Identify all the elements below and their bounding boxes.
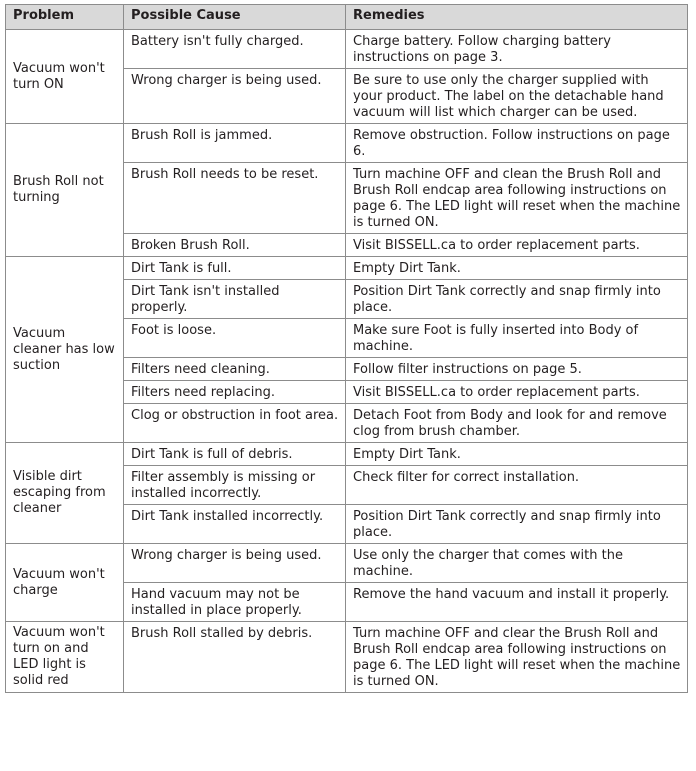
table-row bbox=[6, 30, 688, 69]
remedy-cell: Turn machine OFF and clear the Brush Roll and Brush Roll endcap area following instructions on page 6. The LED light will reset when the machine is turned ON. bbox=[346, 622, 688, 693]
remedy-cell: Detach Foot from Body and look for and remove clog from brush chamber. bbox=[346, 404, 688, 443]
cause-cell: Wrong charger is being used. bbox=[124, 69, 346, 124]
cause-cell: Clog or obstruction in foot area. bbox=[124, 404, 346, 443]
remedy-cell: Use only the charger that comes with the machine. bbox=[346, 544, 688, 583]
cause-cell: Filter assembly is missing or installed incorrectly. bbox=[124, 466, 346, 505]
cause-cell: Broken Brush Roll. bbox=[124, 234, 346, 257]
cause-cell: Dirt Tank isn't installed properly. bbox=[124, 280, 346, 319]
problem-cell: Vacuum won't turn on and LED light is solid red bbox=[6, 622, 124, 693]
remedy-cell: Charge battery. Follow charging battery instructions on page 3. bbox=[346, 30, 688, 69]
remedy-cell: Empty Dirt Tank. bbox=[346, 443, 688, 466]
cause-cell: Filters need cleaning. bbox=[124, 358, 346, 381]
problem-cell: Visible dirt escaping from cleaner bbox=[6, 443, 124, 544]
header-possible-cause: Possible Cause bbox=[124, 5, 346, 30]
problem-cell: Brush Roll not turning bbox=[6, 124, 124, 257]
table-row bbox=[6, 124, 688, 163]
cause-cell: Battery isn't fully charged. bbox=[124, 30, 346, 69]
problem-cell: Vacuum won't charge bbox=[6, 544, 124, 622]
remedy-cell: Check filter for correct installation. bbox=[346, 466, 688, 505]
header-remedies: Remedies bbox=[346, 5, 688, 30]
remedy-cell: Turn machine OFF and clean the Brush Roll and Brush Roll endcap area following instructions on page 6. The LED light will reset when the machine is turned ON. bbox=[346, 163, 688, 234]
remedy-cell: Position Dirt Tank correctly and snap firmly into place. bbox=[346, 280, 688, 319]
table-row bbox=[6, 622, 688, 693]
cause-cell: Filters need replacing. bbox=[124, 381, 346, 404]
remedy-cell: Follow filter instructions on page 5. bbox=[346, 358, 688, 381]
table-row bbox=[6, 443, 688, 466]
remedy-cell: Make sure Foot is fully inserted into Body of machine. bbox=[346, 319, 688, 358]
problem-cell: Vacuum won't turn ON bbox=[6, 30, 124, 124]
header-row bbox=[6, 5, 688, 30]
cause-cell: Hand vacuum may not be installed in place properly. bbox=[124, 583, 346, 622]
remedy-cell: Be sure to use only the charger supplied with your product. The label on the detachable hand vacuum will list which charger can be used. bbox=[346, 69, 688, 124]
remedy-cell: Remove obstruction. Follow instructions on page 6. bbox=[346, 124, 688, 163]
cause-cell: Foot is loose. bbox=[124, 319, 346, 358]
table-row bbox=[6, 257, 688, 280]
problem-cell: Vacuum cleaner has low suction bbox=[6, 257, 124, 443]
troubleshooting-table-container bbox=[5, 4, 688, 693]
table-row bbox=[6, 544, 688, 583]
remedy-cell: Visit BISSELL.ca to order replacement parts. bbox=[346, 381, 688, 404]
cause-cell: Dirt Tank installed incorrectly. bbox=[124, 505, 346, 544]
header-problem: Problem bbox=[6, 5, 124, 30]
remedy-cell: Empty Dirt Tank. bbox=[346, 257, 688, 280]
cause-cell: Wrong charger is being used. bbox=[124, 544, 346, 583]
cause-cell: Dirt Tank is full. bbox=[124, 257, 346, 280]
cause-cell: Brush Roll is jammed. bbox=[124, 124, 346, 163]
cause-cell: Brush Roll stalled by debris. bbox=[124, 622, 346, 693]
table-body bbox=[6, 30, 688, 693]
remedy-cell: Position Dirt Tank correctly and snap firmly into place. bbox=[346, 505, 688, 544]
cause-cell: Brush Roll needs to be reset. bbox=[124, 163, 346, 234]
remedy-cell: Remove the hand vacuum and install it properly. bbox=[346, 583, 688, 622]
cause-cell: Dirt Tank is full of debris. bbox=[124, 443, 346, 466]
remedy-cell: Visit BISSELL.ca to order replacement parts. bbox=[346, 234, 688, 257]
troubleshooting-table bbox=[5, 4, 688, 693]
